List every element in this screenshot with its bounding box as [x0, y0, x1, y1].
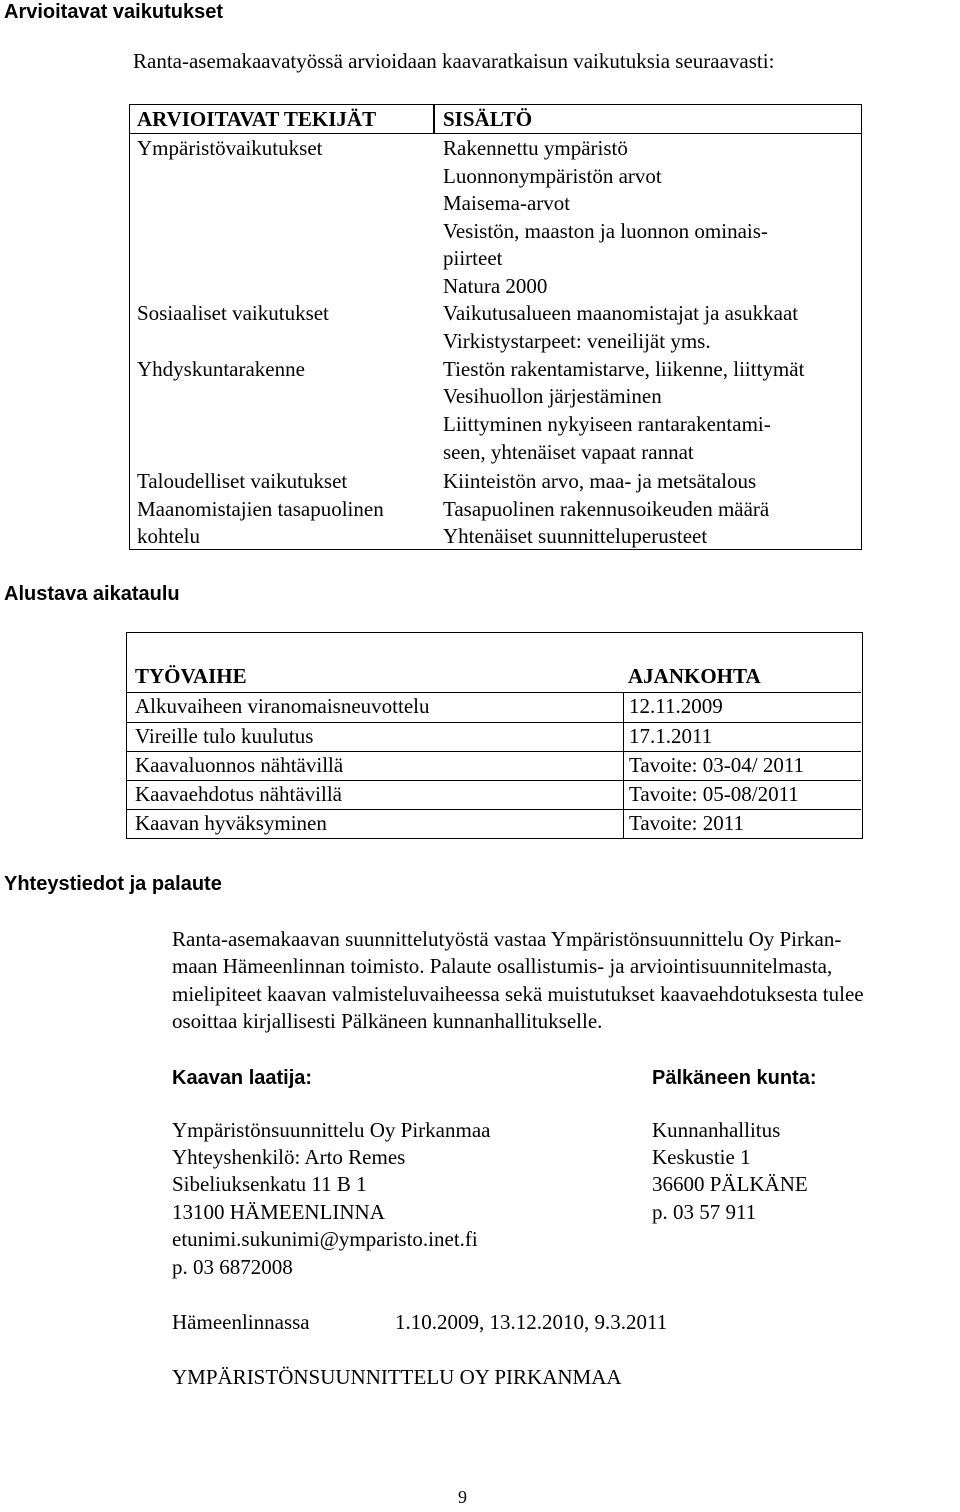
section-heading-schedule: Alustava aikataulu — [4, 583, 180, 605]
schedule-phase: Alkuvaiheen viranomaisneuvottelu — [127, 692, 623, 722]
author-email: etunimi.sukunimi@ymparisto.inet.fi — [172, 1227, 478, 1251]
impact-factor: Maanomistajien tasapuolinen — [137, 497, 384, 521]
impact-content: Yhtenäiset suunnitteluperusteet — [443, 524, 708, 548]
impact-header-content: SISÄLTÖ — [443, 107, 533, 131]
impact-content: Liittyminen nykyiseen rantarakentami- — [443, 412, 771, 436]
table-row — [127, 751, 861, 781]
impact-content: Vesistön, maaston ja luonnon ominais- — [443, 219, 768, 243]
impact-factor: Yhdyskuntarakenne — [137, 357, 305, 381]
municipality-line: 36600 PÄLKÄNE — [652, 1172, 808, 1196]
impact-factor: Taloudelliset vaikutukset — [137, 469, 348, 493]
impact-factor: Sosiaaliset vaikutukset — [137, 301, 329, 325]
impact-content: Maisema-arvot — [443, 191, 571, 215]
impact-factor: kohtelu — [137, 524, 200, 548]
municipality-line: Keskustie 1 — [652, 1145, 751, 1169]
impact-content: Vaikutusalueen maanomistajat ja asukkaat — [443, 301, 799, 325]
company-name: YMPÄRISTÖNSUUNNITTELU OY PIRKANMAA — [172, 1365, 622, 1389]
feedback-line: Ranta-asemakaavan suunnittelutyöstä vastaa Ympäristönsuunnittelu Oy Pirkan- — [172, 927, 842, 951]
intro-text: Ranta-asemakaavatyössä arvioidaan kaavaratkaisun vaikutuksia seuraavasti: — [133, 49, 775, 73]
impact-header-factors: ARVIOITAVAT TEKIJÄT — [137, 107, 377, 131]
impact-content: Natura 2000 — [443, 274, 548, 298]
feedback-line: mielipiteet kaavan valmisteluvaiheessa sekä muistutukset kaavaehdotuksesta tulee — [172, 982, 864, 1006]
impact-content: Rakennettu ympäristö — [443, 136, 628, 160]
impact-factor: Ympäristövaikutukset — [137, 136, 323, 160]
municipality-title: Pälkäneen kunta: — [652, 1067, 817, 1089]
schedule-phase: Kaavaehdotus nähtävillä — [127, 780, 623, 810]
feedback-line: maan Hämeenlinnan toimisto. Palaute osallistumis- ja arviointisuunnitelmasta, — [172, 954, 833, 978]
schedule-header-phase: TYÖVAIHE — [135, 664, 247, 688]
author-phone: p. 03 6872008 — [172, 1255, 293, 1279]
schedule-table — [126, 632, 863, 839]
municipality-phone: p. 03 57 911 — [652, 1200, 757, 1224]
author-line: Sibeliuksenkatu 11 B 1 — [172, 1172, 367, 1196]
feedback-line: osoittaa kirjallisesti Pälkäneen kunnanhallitukselle. — [172, 1009, 603, 1033]
municipality-line: Kunnanhallitus — [652, 1118, 781, 1142]
author-line: Yhteyshenkilö: Arto Remes — [172, 1145, 406, 1169]
schedule-phase: Kaavaluonnos nähtävillä — [127, 751, 623, 781]
impact-content: Kiinteistön arvo, maa- ja metsätalous — [443, 469, 757, 493]
section-heading-assessed: Arvioitavat vaikutukset — [4, 1, 223, 23]
impact-content: Vesihuollon järjestäminen — [443, 384, 662, 408]
impact-table-divider — [433, 104, 435, 134]
schedule-time: Tavoite: 03-04/ 2011 — [623, 751, 861, 781]
schedule-time: Tavoite: 05-08/2011 — [623, 780, 861, 810]
section-heading-contact: Yhteystiedot ja palaute — [4, 873, 222, 895]
impact-content: seen, yhtenäiset vapaat rannat — [443, 440, 694, 464]
author-title: Kaavan laatija: — [172, 1067, 313, 1089]
schedule-time: 17.1.2011 — [623, 722, 861, 752]
table-row — [127, 809, 861, 839]
schedule-time: Tavoite: 2011 — [623, 809, 861, 839]
page-number: 9 — [458, 1487, 467, 1507]
signing-place: Hämeenlinnassa — [172, 1310, 310, 1334]
table-row — [127, 722, 861, 752]
schedule-header-time: AJANKOHTA — [628, 664, 761, 688]
schedule-phase: Kaavan hyväksyminen — [127, 809, 623, 839]
impact-content: Virkistystarpeet: veneilijät yms. — [443, 329, 711, 353]
impact-content: Tiestön rakentamistarve, liikenne, liittymät — [443, 357, 805, 381]
impact-content: piirteet — [443, 246, 503, 270]
author-line: 13100 HÄMEENLINNA — [172, 1200, 385, 1224]
schedule-header-row — [127, 663, 861, 693]
table-row — [127, 780, 861, 810]
impact-content: Tasapuolinen rakennusoikeuden määrä — [443, 497, 770, 521]
schedule-phase: Vireille tulo kuulutus — [127, 722, 623, 752]
impact-content: Luonnonympäristön arvot — [443, 164, 662, 188]
signing-dates: 1.10.2009, 13.12.2010, 9.3.2011 — [395, 1310, 668, 1334]
impact-table — [129, 104, 862, 550]
author-line: Ympäristönsuunnittelu Oy Pirkanmaa — [172, 1118, 491, 1142]
schedule-time: 12.11.2009 — [623, 692, 861, 722]
table-row — [127, 692, 861, 722]
